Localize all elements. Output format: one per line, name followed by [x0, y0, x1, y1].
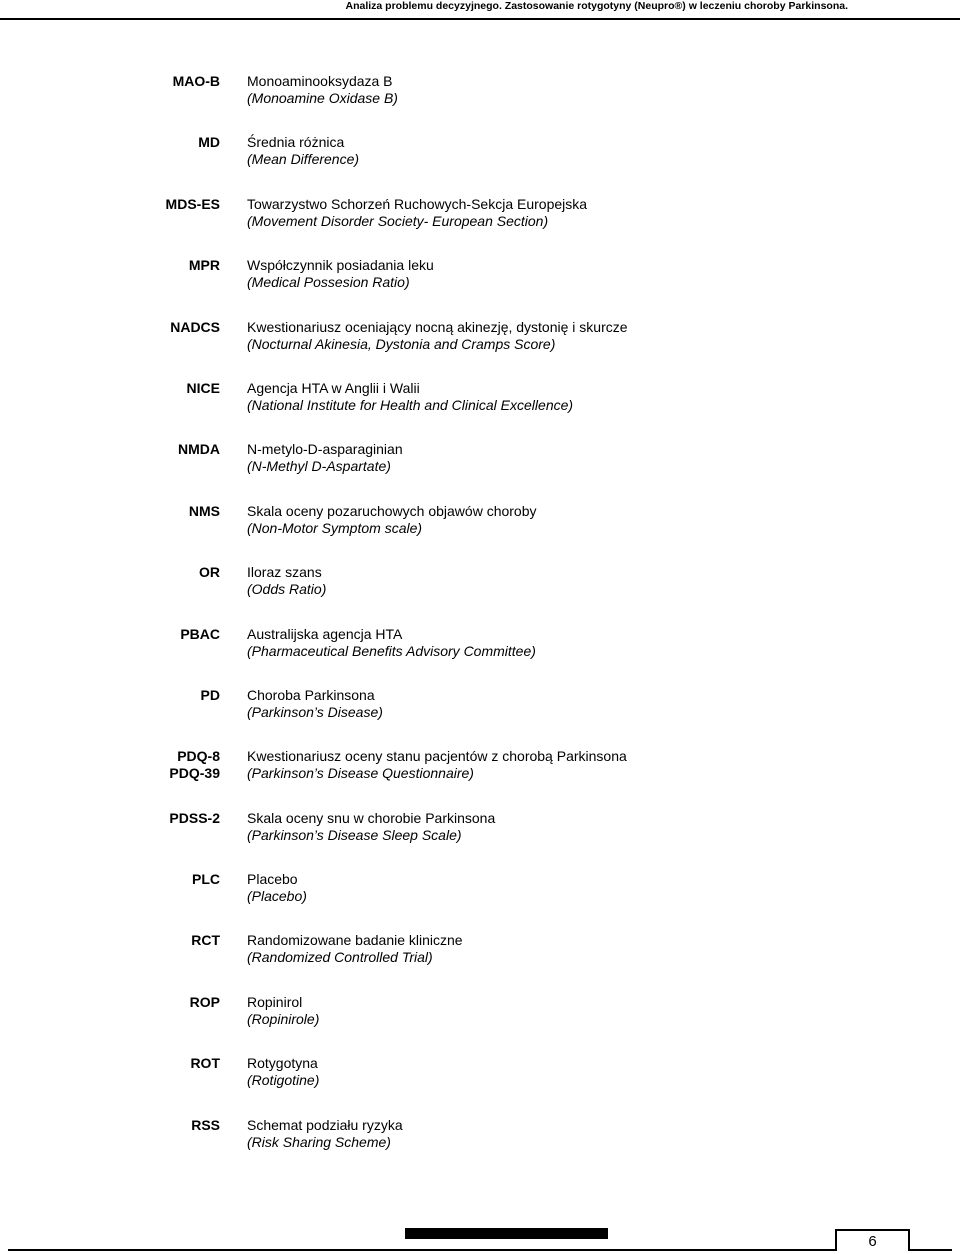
abbreviation-entry: [0, 932, 960, 993]
definition-english: (Nocturnal Akinesia, Dystonia and Cramps Score): [247, 335, 556, 352]
abbreviation-text: NICE: [186, 379, 220, 396]
abbreviation-text: RCT: [191, 932, 220, 949]
definition-polish: Choroba Parkinsona: [247, 686, 375, 703]
abbreviation-text: PLC: [192, 871, 220, 888]
abbreviation-text-secondary: PDQ-39: [169, 765, 220, 782]
abbreviation-definition: [247, 319, 628, 353]
abbreviation-term: [191, 932, 220, 949]
definition-english: (Odds Ratio): [247, 581, 327, 598]
abbreviation-definition: [247, 441, 403, 475]
abbreviation-entry: [0, 134, 960, 195]
abbreviation-text: MAO-B: [172, 73, 220, 89]
abbreviation-term: [192, 871, 220, 888]
abbreviation-entry: [0, 196, 960, 257]
footer-rule: [8, 1249, 952, 1251]
abbreviation-text: PBAC: [180, 625, 220, 642]
definition-polish: Iloraz szans: [247, 564, 322, 581]
abbreviation-entry: [0, 380, 960, 441]
definition-english: (Medical Possesion Ratio): [247, 274, 410, 291]
definition-english: (Parkinson’s Disease Questionnaire): [247, 765, 474, 782]
abbreviation-term: [173, 73, 220, 90]
abbreviation-definition: [247, 1055, 319, 1089]
abbreviation-entry: [0, 810, 960, 871]
abbreviation-entry: [0, 257, 960, 318]
definition-english: (Rotigotine): [247, 1072, 320, 1089]
definition-polish: Schemat podziału ryzyka: [247, 1116, 403, 1133]
definition-polish: Randomizowane badanie kliniczne: [247, 932, 463, 949]
definition-polish: Średnia różnica: [247, 134, 345, 151]
definition-polish: Ropinirol: [247, 993, 303, 1010]
abbreviation-term: [178, 441, 220, 458]
abbreviation-term: [198, 134, 220, 151]
abbreviation-text: MDS-ES: [165, 195, 220, 212]
definition-polish: Towarzystwo Schorzeń Ruchowych-Sekcja Europejska: [247, 195, 588, 212]
abbreviation-entry: [0, 1055, 960, 1116]
definition-english: (Parkinson’s Disease): [247, 703, 383, 720]
abbreviation-term: [191, 1117, 220, 1134]
definition-english: (Randomized Controlled Trial): [247, 949, 433, 966]
abbreviation-term: [169, 810, 220, 827]
abbreviation-definition: [247, 626, 536, 660]
abbreviation-text: PD: [200, 686, 220, 703]
page-number-box: [835, 1229, 910, 1251]
abbreviation-definition: [247, 810, 495, 844]
footer-bar: [405, 1228, 608, 1239]
abbreviation-definition: [247, 134, 359, 168]
abbreviation-definition: [247, 932, 463, 966]
abbreviation-definition: [247, 871, 307, 905]
abbreviation-entry: [0, 564, 960, 625]
definition-polish: Współczynnik posiadania leku: [247, 257, 434, 274]
abbreviation-text: NMS: [188, 502, 220, 519]
definition-polish: Kwestionariusz oceny stanu pacjentów z chorobą Parkinsona: [247, 748, 627, 765]
definition-english: (Movement Disorder Society- European Section): [247, 212, 549, 229]
abbreviation-text: ROT: [190, 1055, 220, 1072]
abbreviation-text: OR: [199, 564, 220, 581]
abbreviation-entry: [0, 503, 960, 564]
abbreviation-definition: [247, 380, 573, 414]
abbreviation-entry: [0, 994, 960, 1055]
abbreviation-entry: [0, 1117, 960, 1178]
abbreviation-term: [199, 564, 220, 581]
abbreviation-text: RSS: [191, 1116, 220, 1133]
abbreviation-definition: [247, 994, 319, 1028]
abbreviation-definition: [247, 196, 587, 230]
abbreviation-text: MPR: [188, 257, 220, 274]
abbreviation-term: [187, 380, 220, 397]
abbreviation-term: [169, 748, 220, 782]
abbreviation-term: [190, 994, 220, 1011]
abbreviation-text: ROP: [189, 993, 220, 1010]
header-title: Analiza problemu decyzyjnego. Zastosowanie rotygotyny (Neupro®) w leczeniu choroby Parkinsona.: [345, 0, 848, 12]
abbreviation-entry: [0, 319, 960, 380]
definition-english: (Placebo): [247, 888, 307, 905]
definition-english: (N-Methyl D-Aspartate): [247, 458, 391, 475]
definition-english: (Risk Sharing Scheme): [247, 1133, 391, 1150]
abbreviation-entry: [0, 748, 960, 809]
abbreviation-entry: [0, 687, 960, 748]
abbreviation-definition: [247, 564, 326, 598]
abbreviation-term: [201, 687, 220, 704]
page-header: [0, 0, 960, 20]
abbreviation-text: PDSS-2: [169, 809, 220, 826]
abbreviation-entry: [0, 626, 960, 687]
page-number: 6: [868, 1233, 877, 1250]
abbreviation-term: [189, 503, 220, 520]
abbreviation-list: [0, 73, 960, 1178]
abbreviation-text: MD: [198, 134, 220, 151]
definition-english: (Parkinson’s Disease Sleep Scale): [247, 826, 462, 843]
abbreviation-definition: [247, 687, 383, 721]
abbreviation-term: [189, 257, 220, 274]
definition-polish: Kwestionariusz oceniający nocną akinezję, dystonię i skurcze: [247, 318, 628, 335]
abbreviation-term: [180, 626, 220, 643]
abbreviation-definition: [247, 1117, 403, 1151]
definition-polish: N-metylo-D-asparaginian: [247, 441, 403, 458]
definition-polish: Monoaminooksydaza B: [247, 73, 393, 89]
abbreviation-term: [170, 319, 220, 336]
definition-polish: Agencja HTA w Anglii i Walii: [247, 379, 420, 396]
abbreviation-definition: [247, 503, 537, 537]
abbreviation-definition: [247, 257, 434, 291]
definition-english: (Pharmaceutical Benefits Advisory Committee): [247, 642, 536, 659]
definition-polish: Skala oceny snu w chorobie Parkinsona: [247, 809, 496, 826]
abbreviation-entry: [0, 871, 960, 932]
abbreviation-term: [190, 1055, 220, 1072]
abbreviation-term: [166, 196, 220, 213]
definition-english: (Non-Motor Symptom scale): [247, 519, 423, 536]
definition-english: (National Institute for Health and Clinical Excellence): [247, 396, 574, 413]
definition-polish: Placebo: [247, 871, 298, 888]
abbreviation-definition: [247, 73, 398, 107]
abbreviation-definition: [247, 748, 627, 782]
abbreviation-text: PDQ-8: [177, 748, 220, 765]
abbreviation-text: NMDA: [178, 441, 220, 458]
definition-english: (Monoamine Oxidase B): [247, 90, 398, 106]
abbreviation-entry: [0, 441, 960, 502]
abbreviation-text: NADCS: [170, 318, 220, 335]
definition-polish: Australijska agencja HTA: [247, 625, 403, 642]
definition-english: (Mean Difference): [247, 151, 360, 168]
definition-polish: Rotygotyna: [247, 1055, 318, 1072]
definition-english: (Ropinirole): [247, 1010, 320, 1027]
definition-polish: Skala oceny pozaruchowych objawów choroby: [247, 502, 537, 519]
abbreviation-entry: [0, 73, 960, 134]
